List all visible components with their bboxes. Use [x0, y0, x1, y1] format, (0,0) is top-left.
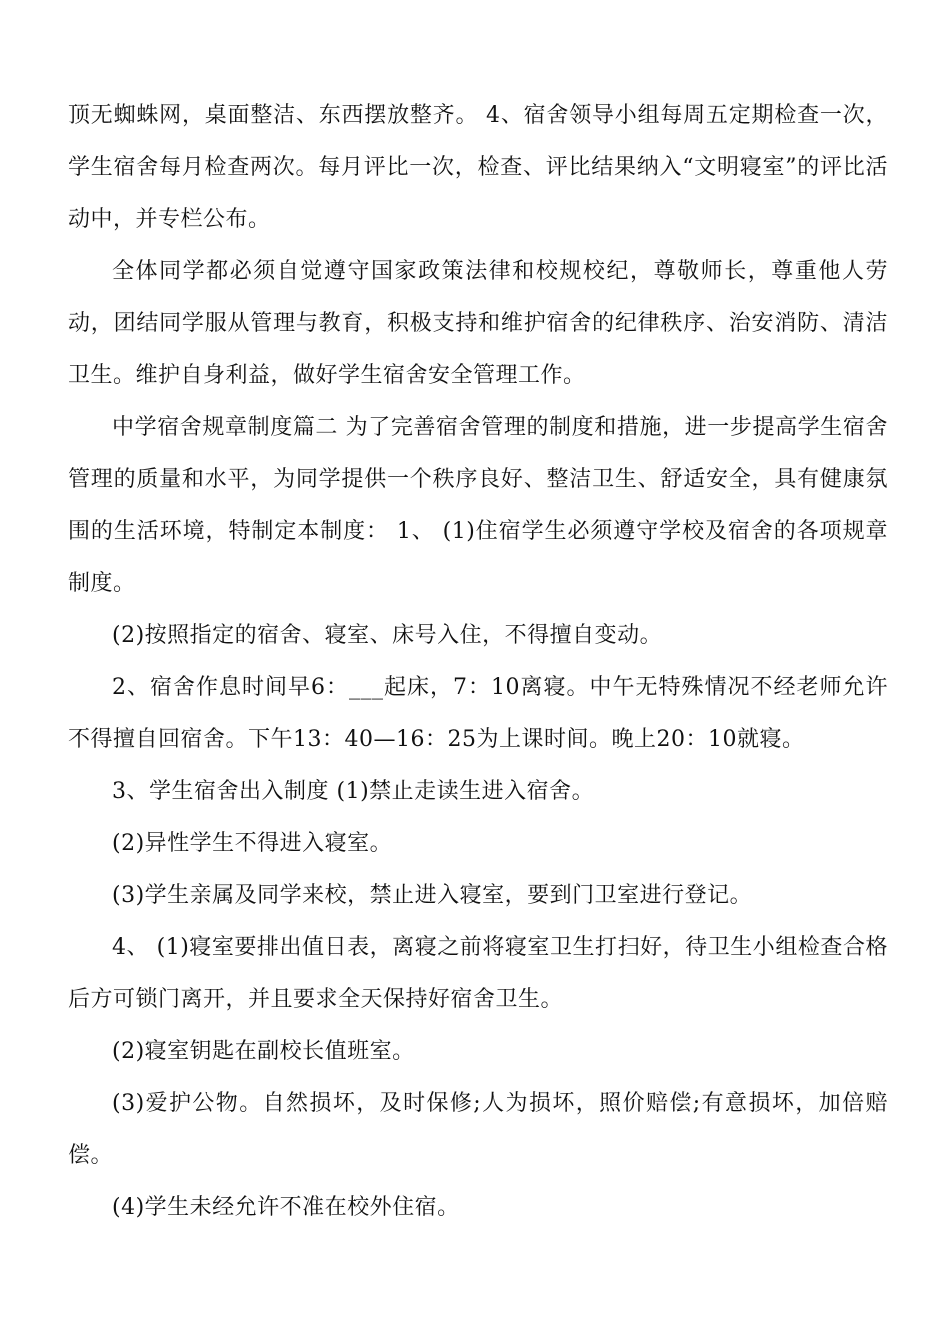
paragraph-3: 中学宿舍规章制度篇二 为了完善宿舍管理的制度和措施，进一步提高学生宿舍管理的质量和水平，为同学提供一个秩序良好、整洁卫生、舒适安全，具有健康氛围的生活环境，特制定本制度： 1、 (1)住宿学生必须遵守学校及宿舍的各项规章制度。	[68, 415, 888, 596]
paragraph-1: 顶无蜘蛛网，桌面整洁、东西摆放整齐。 4、宿舍领导小组每周五定期检查一次，学生宿舍每月检查两次。每月评比一次，检查、评比结果纳入“文明寝室”的评比活动中，并专栏公布。	[68, 103, 888, 232]
paragraph-7: (2)异性学生不得进入寝室。	[112, 831, 393, 856]
paragraph-11: (3)爱护公物。自然损坏，及时保修;人为损坏，照价赔偿;有意损坏，加倍赔偿。	[68, 1091, 888, 1168]
paragraph-5: 2、宿舍作息时间早6：___起床，7：10离寝。中午无特殊情况不经老师允许不得擅自回宿舍。下午13：40—16：25为上课时间。晚上20：10就寝。	[68, 675, 888, 752]
document-body	[68, 90, 888, 1234]
paragraph-10: (2)寝室钥匙在副校长值班室。	[112, 1039, 415, 1064]
paragraph-12: (4)学生未经允许不准在校外住宿。	[112, 1195, 460, 1220]
paragraph-6: 3、学生宿舍出入制度 (1)禁止走读生进入宿舍。	[112, 779, 595, 804]
paragraph-2: 全体同学都必须自觉遵守国家政策法律和校规校纪，尊敬师长，尊重他人劳动，团结同学服从管理与教育，积极支持和维护宿舍的纪律秩序、治安消防、清洁卫生。维护自身利益，做好学生宿舍安全管理工作。	[68, 259, 888, 388]
paragraph-8: (3)学生亲属及同学来校，禁止进入寝室，要到门卫室进行登记。	[112, 883, 753, 908]
paragraph-9: 4、 (1)寝室要排出值日表，离寝之前将寝室卫生打扫好，待卫生小组检查合格后方可锁门离开，并且要求全天保持好宿舍卫生。	[68, 935, 888, 1012]
paragraph-4: (2)按照指定的宿舍、寝室、床号入住，不得擅自变动。	[112, 623, 663, 648]
